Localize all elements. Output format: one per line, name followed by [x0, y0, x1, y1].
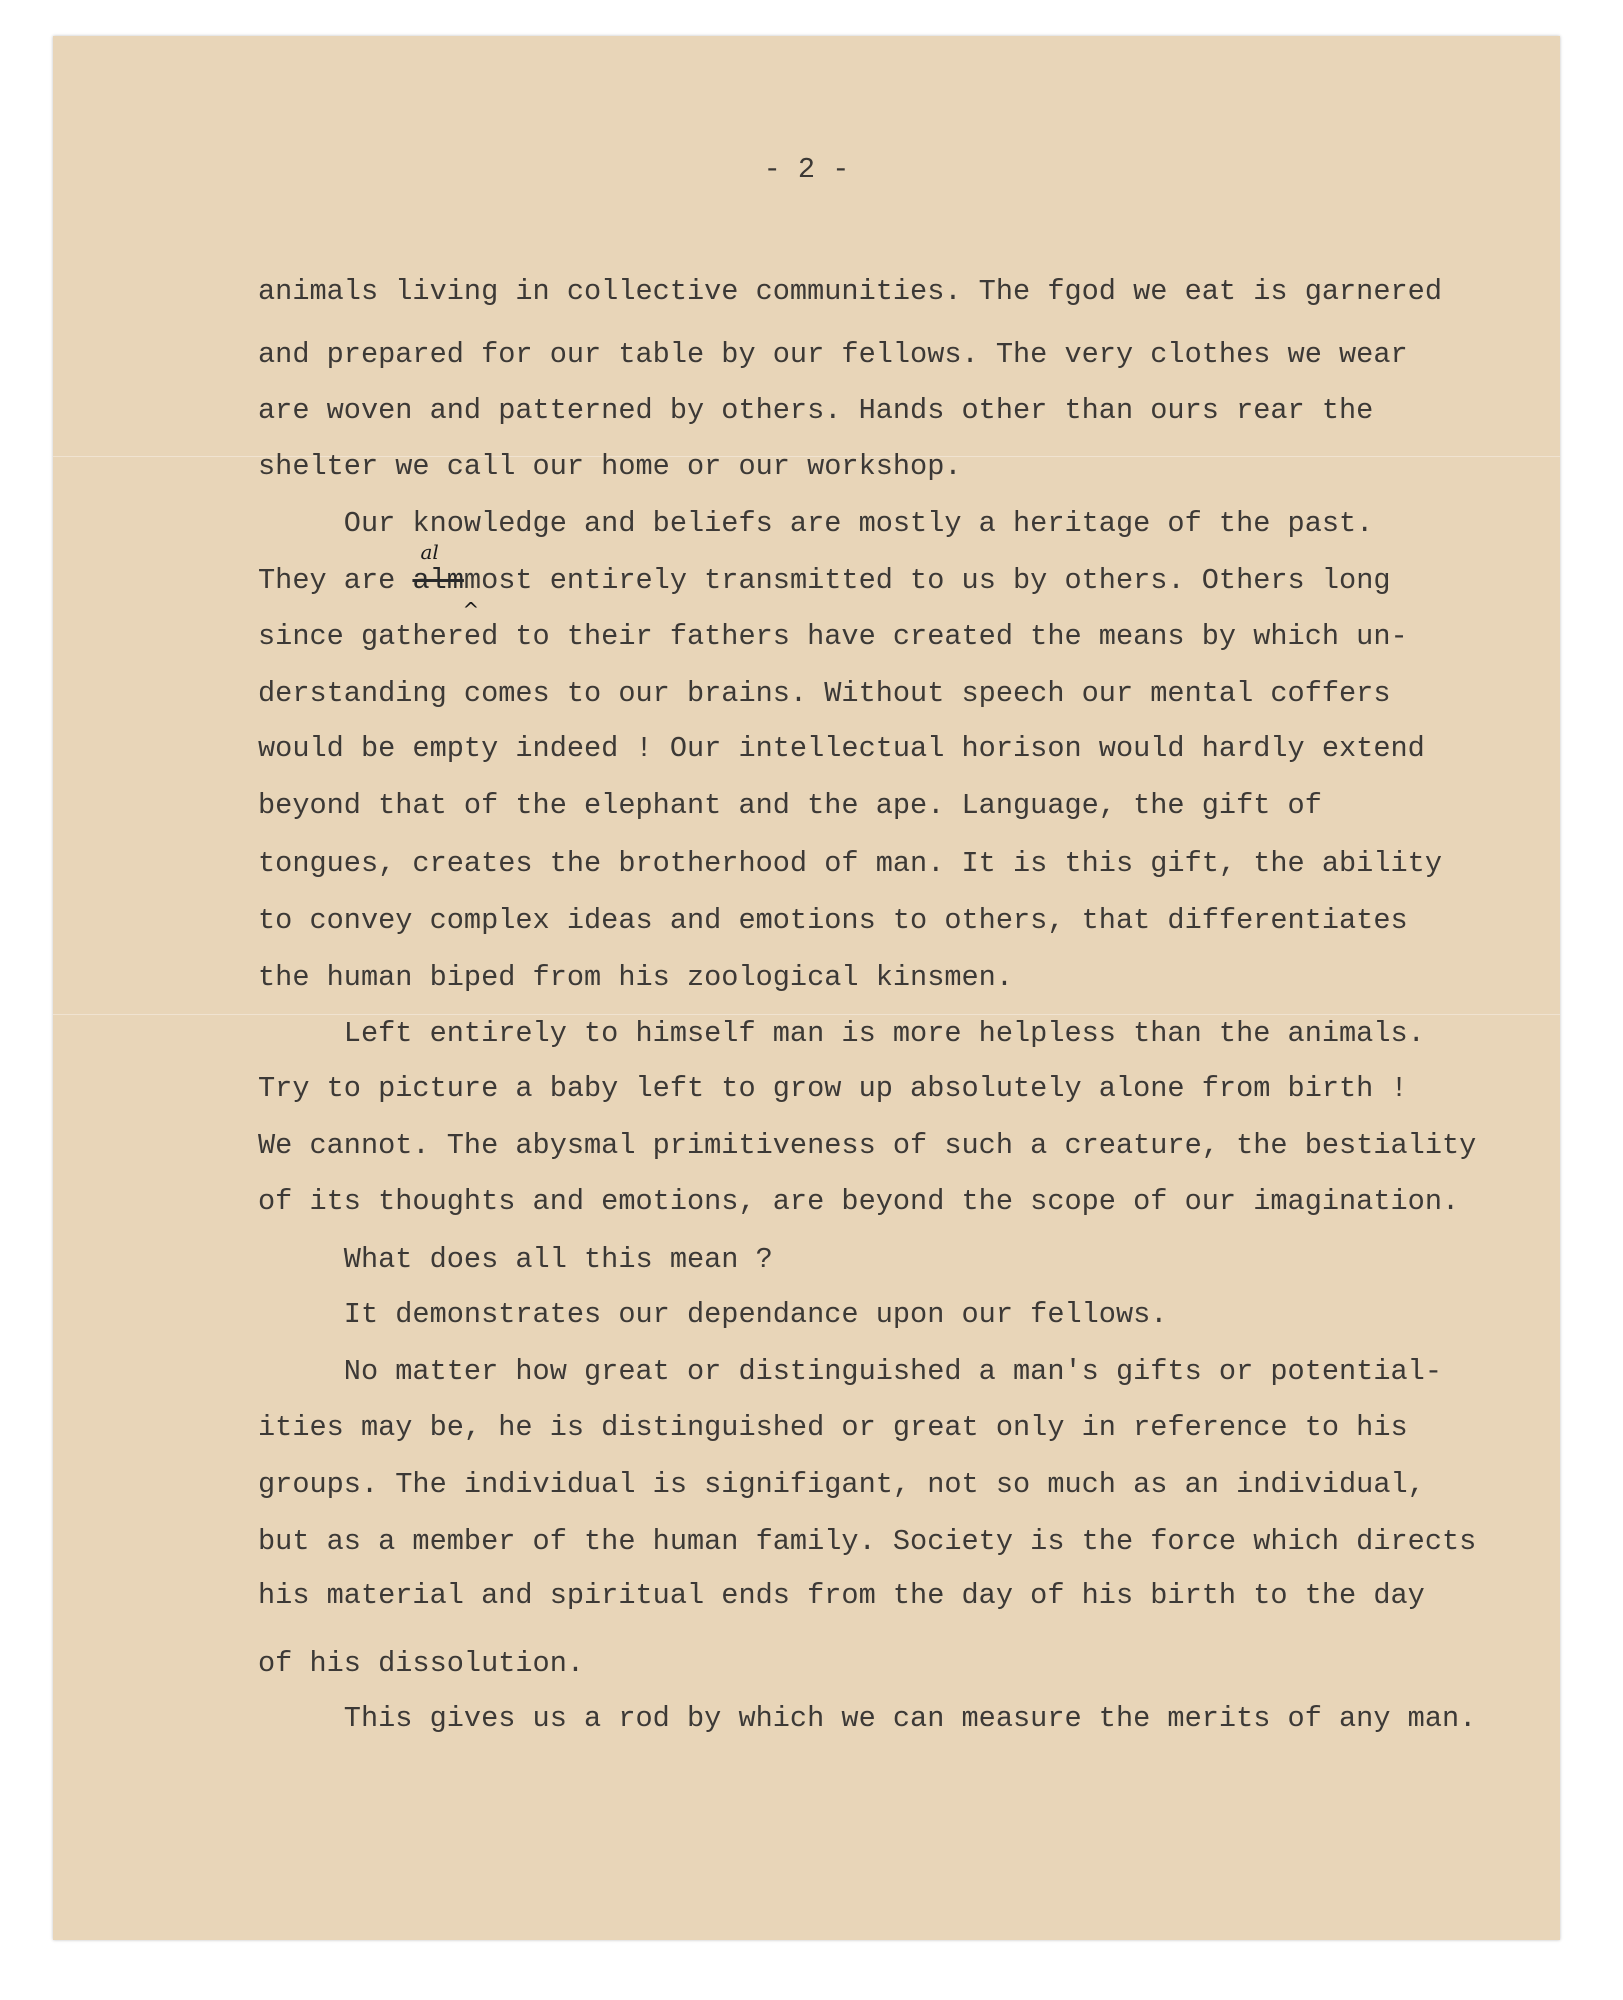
text-line: This gives us a rod by which we can measure the merits of any man.	[258, 1702, 1477, 1735]
line-text-post: most entirely transmitted to us by others. Others long	[463, 564, 1391, 597]
text-line: the human biped from his zoological kinsmen.	[258, 961, 1013, 994]
text-line: would be empty indeed ! Our intellectual horison would hardly extend	[258, 732, 1425, 765]
text-line: groups. The individual is signifigant, not so much as an individual,	[258, 1468, 1425, 1501]
text-line: are woven and patterned by others. Hands other than ours rear the	[258, 394, 1374, 427]
text-line: tongues, creates the brotherhood of man. It is this gift, the ability	[258, 847, 1442, 880]
text-line: beyond that of the elephant and the ape. Language, the gift of	[258, 789, 1322, 822]
caret-mark: ^	[462, 598, 480, 622]
text-line: his material and spiritual ends from the day of his birth to the day	[258, 1579, 1425, 1612]
text-line: Try to picture a baby left to grow up absolutely alone from birth !	[258, 1072, 1408, 1105]
fold-crease	[53, 1014, 1560, 1015]
handwritten-correction	[412, 540, 480, 622]
line-text-pre: They are	[258, 564, 413, 597]
text-line: Left entirely to himself man is more helpless than the animals.	[258, 1017, 1425, 1050]
text-line: It demonstrates our dependance upon our fellows.	[258, 1298, 1168, 1331]
text-line: Our knowledge and beliefs are mostly a heritage of the past.	[258, 507, 1374, 540]
text-line: since gathered to their fathers have created the means by which un-	[258, 620, 1408, 653]
text-line: animals living in collective communities. The fgod we eat is garnered	[258, 275, 1442, 308]
text-line: of its thoughts and emotions, are beyond the scope of our imagination.	[258, 1185, 1460, 1218]
typewritten-page	[53, 36, 1560, 1940]
text-line: but as a member of the human family. Society is the force which directs	[258, 1525, 1477, 1558]
struck-text: alm	[412, 564, 464, 597]
page-number: - 2 -	[763, 153, 850, 186]
text-line: of his dissolution.	[258, 1647, 585, 1680]
text-line: to convey complex ideas and emotions to others, that differentiates	[258, 904, 1408, 937]
text-line: derstanding comes to our brains. Without speech our mental coffers	[258, 677, 1391, 710]
text-line: and prepared for our table by our fellows. The very clothes we wear	[258, 338, 1408, 371]
text-line: What does all this mean ?	[258, 1243, 773, 1276]
corrected-line	[258, 540, 1391, 622]
inserted-text: al	[420, 540, 439, 564]
text-line: shelter we call our home or our workshop.	[258, 450, 962, 483]
text-line: ities may be, he is distinguished or great only in reference to his	[258, 1411, 1408, 1444]
text-line: No matter how great or distinguished a man's gifts or potential-	[258, 1355, 1442, 1388]
text-line: We cannot. The abysmal primitiveness of such a creature, the bestiality	[258, 1129, 1477, 1162]
